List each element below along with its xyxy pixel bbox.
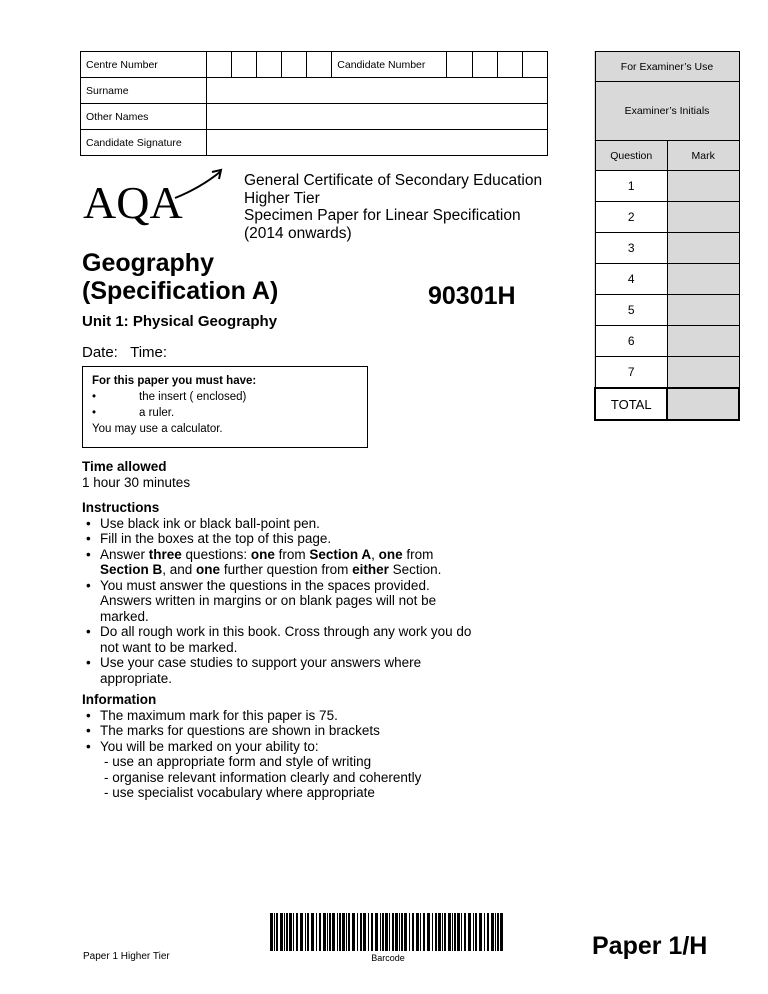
total-mark-cell[interactable]: [667, 388, 739, 420]
qualification-title: General Certificate of Secondary Education: [244, 172, 543, 189]
information-item: • The maximum mark for this paper is 75.: [82, 708, 502, 724]
materials-item: • a ruler.: [92, 407, 175, 419]
mark-cell[interactable]: [667, 202, 739, 233]
mark-cell[interactable]: [667, 326, 739, 357]
unit-title: Unit 1: Physical Geography: [82, 313, 278, 330]
instruction-item: • Fill in the boxes at the top of this page.: [82, 531, 482, 547]
examiners-initials-label: Examiner’s Initials: [595, 82, 739, 141]
question-number: 7: [595, 357, 667, 389]
aqa-logo: [80, 166, 225, 226]
centre-number-box[interactable]: [282, 52, 307, 78]
mark-cell[interactable]: [667, 357, 739, 389]
information-item: • The marks for questions are shown in brackets: [82, 723, 502, 739]
candidate-details-table: [80, 51, 548, 156]
instruction-item: • Use your case studies to support your answers where appropriate.: [82, 655, 460, 686]
examiners-use-title: For Examiner’s Use: [595, 52, 739, 82]
question-header: Question: [595, 141, 667, 171]
mark-header: Mark: [667, 141, 739, 171]
information-heading: Information: [82, 692, 157, 707]
instruction-item: • You must answer the questions in the spaces provided. Answers written in margins or on blank pages will not be marked.: [82, 578, 475, 625]
question-number: 2: [595, 202, 667, 233]
question-number: 1: [595, 171, 667, 202]
question-number: 5: [595, 295, 667, 326]
candidate-number-box[interactable]: [447, 52, 472, 78]
barcode-graphic: [268, 913, 508, 951]
information-subitem: - use specialist vocabulary where appropriate: [104, 785, 375, 800]
candidate-signature-field[interactable]: [206, 130, 547, 156]
centre-number-box[interactable]: [206, 52, 231, 78]
instruction-item: • Answer three questions: one from Section A, one from Section B, and one further question from either Section.: [82, 547, 482, 578]
centre-number-label: Centre Number: [81, 52, 207, 78]
other-names-field[interactable]: [206, 104, 547, 130]
mark-cell[interactable]: [667, 295, 739, 326]
question-number: 6: [595, 326, 667, 357]
time-allowed-heading: Time allowed: [82, 459, 167, 474]
candidate-number-box[interactable]: [497, 52, 522, 78]
time-allowed-value: 1 hour 30 minutes: [82, 474, 191, 490]
date-label: Date:: [82, 344, 118, 361]
time-allowed: [82, 459, 190, 490]
surname-label: Surname: [81, 78, 207, 104]
subject-title-line: (Specification A): [82, 277, 279, 305]
instruction-item: • Do all rough work in this book. Cross through any work you do not want to be marked.: [82, 624, 482, 655]
materials-heading: For this paper you must have:: [92, 375, 257, 387]
information-subitem: - organise relevant information clearly and coherently: [104, 769, 422, 785]
examiners-use-table: [594, 51, 740, 421]
centre-number-box[interactable]: [307, 52, 332, 78]
centre-number-box[interactable]: [256, 52, 281, 78]
barcode-label: Barcode: [371, 953, 405, 963]
information-subitem: - use an appropriate form and style of writing: [104, 754, 372, 769]
materials-item: • the insert ( enclosed): [92, 391, 247, 403]
centre-number-box[interactable]: [231, 52, 256, 78]
paper-code: 90301H: [428, 282, 516, 310]
mark-cell[interactable]: [667, 171, 739, 202]
materials-note: You may use a calculator.: [92, 423, 223, 435]
date-time-line: [82, 344, 167, 361]
specimen-title: Specimen Paper for Linear Specification: [244, 207, 521, 224]
information-item: • You will be marked on your ability to:: [82, 739, 502, 755]
instruction-item: • Use black ink or black ball-point pen.: [82, 516, 482, 532]
question-number: 3: [595, 233, 667, 264]
paper-title-block: [244, 172, 542, 242]
instructions-heading: Instructions: [82, 500, 160, 515]
candidate-number-box[interactable]: [522, 52, 547, 78]
time-label: Time:: [130, 344, 168, 361]
tier-title: Higher Tier: [244, 189, 320, 207]
question-number: 4: [595, 264, 667, 295]
subject-title-line: Geography: [82, 249, 214, 277]
footer-paper-code: Paper 1/H: [592, 932, 708, 960]
materials-item-text: the insert ( enclosed): [139, 391, 247, 403]
instructions: [82, 500, 482, 686]
other-names-label: Other Names: [81, 104, 207, 130]
surname-field[interactable]: [206, 78, 547, 104]
aqa-logo-graphic: [80, 166, 225, 226]
year-title: (2014 onwards): [244, 224, 352, 242]
total-label: TOTAL: [595, 388, 667, 420]
mark-cell[interactable]: [667, 233, 739, 264]
candidate-number-box[interactable]: [472, 52, 497, 78]
materials-item-text: a ruler.: [139, 407, 175, 419]
mark-cell[interactable]: [667, 264, 739, 295]
aqa-logo-text: AQA: [83, 177, 183, 226]
candidate-number-label: Candidate Number: [332, 52, 447, 78]
footer-paper-label: Paper 1 Higher Tier: [83, 951, 170, 962]
subject-title: [82, 249, 278, 305]
candidate-signature-label: Candidate Signature: [81, 130, 207, 156]
information: [82, 692, 502, 801]
materials-box: [82, 366, 368, 448]
